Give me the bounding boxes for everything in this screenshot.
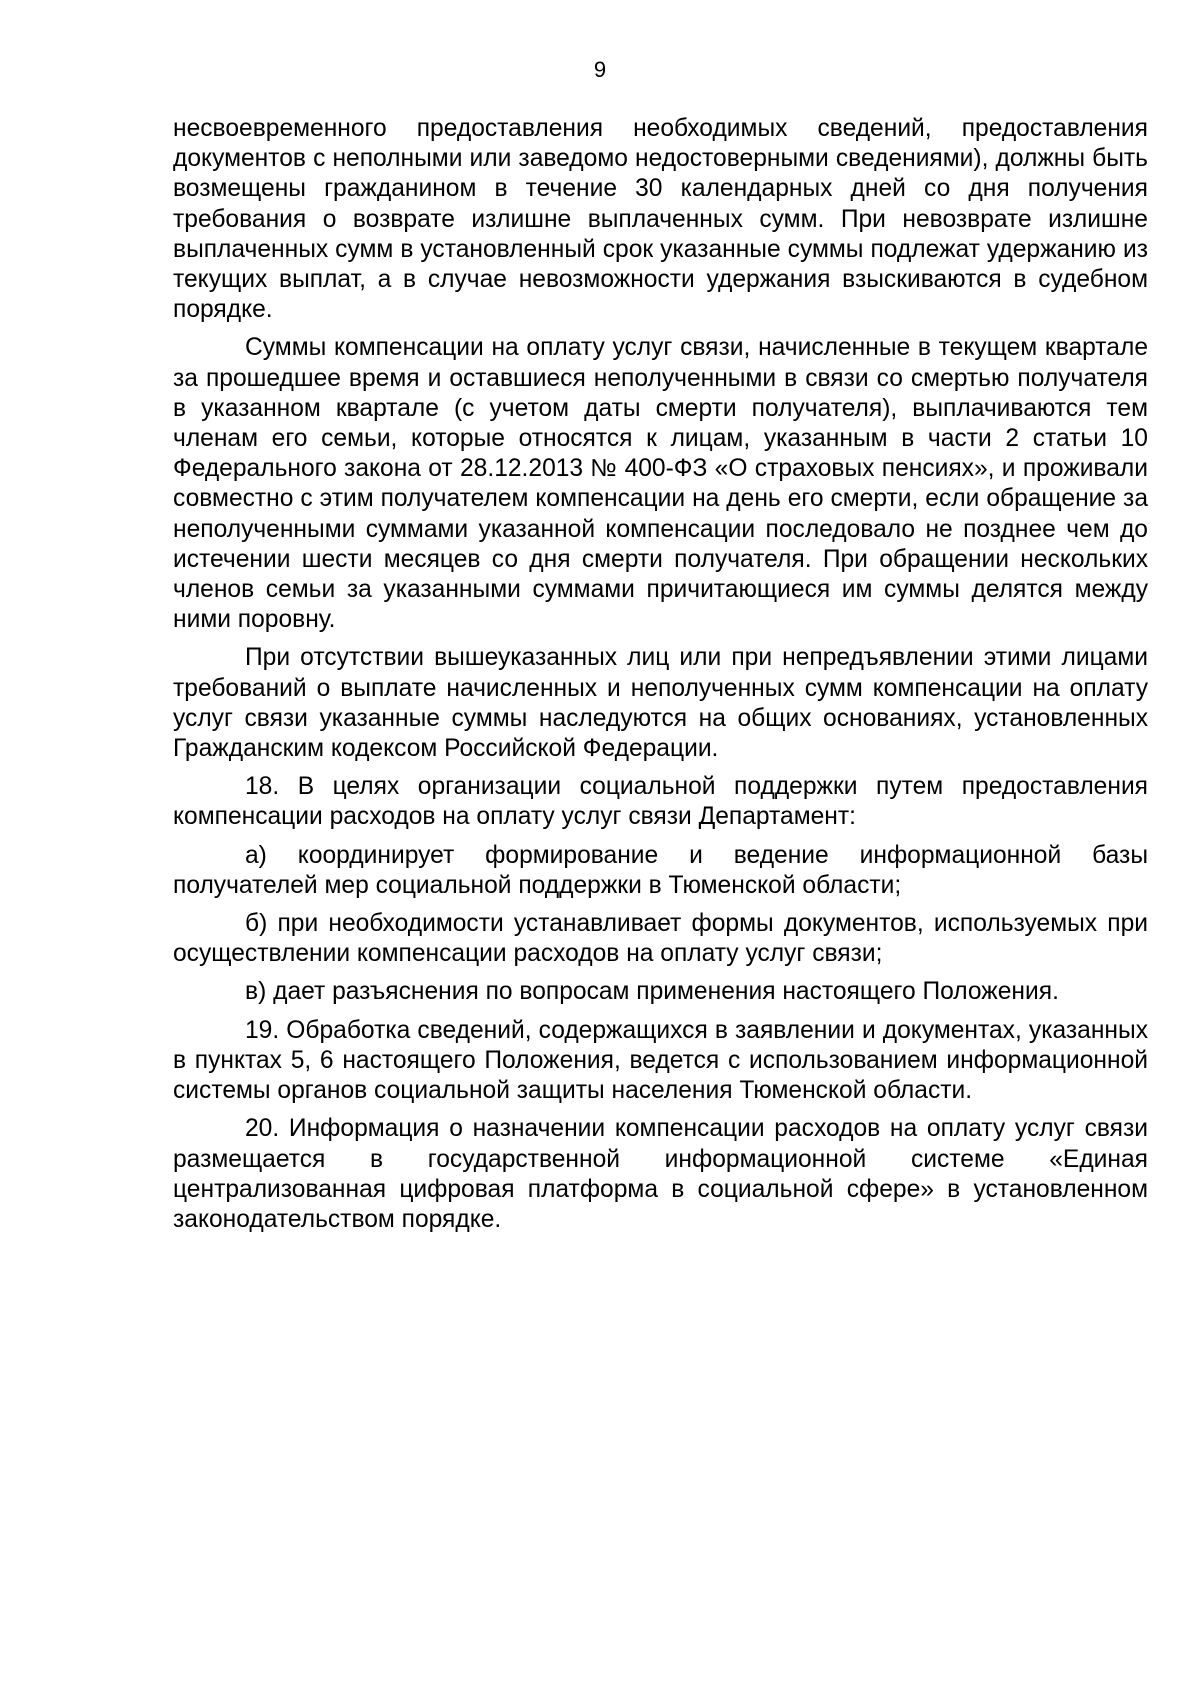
paragraph-continuation: несвоевременного предоставления необходимых сведений, предоставления документов с неполными или заведомо недостоверными сведениями), должны быть возмещены гражданином в течение 30 календарных дней со дня получения требования о возврате излишне выплаченных сумм. При невозврате излишне выплаченных сумм в установленный срок указанные суммы подлежат удержанию из текущих выплат, а в случае невозможности удержания взыскиваются в судебном порядке. — [173, 115, 1148, 324]
page-number: 9 — [593, 57, 607, 82]
paragraph-item-18-b: б) при необходимости устанавливает формы документов, используемых при осуществлении компенсации расходов на оплату услуг связи; — [173, 910, 1148, 968]
paragraph-item-18-a: а) координирует формирование и ведение информационной базы получателей мер социальной поддержки в Тюменской области; — [173, 841, 1148, 899]
paragraph-item-19: 19. Обработка сведений, содержащихся в заявлении и документах, указанных в пунктах 5, 6 настоящего Положения, ведется с использованием информационной системы органов социальной защиты населения Тюменской области. — [173, 1016, 1148, 1105]
document-body — [173, 114, 1148, 1243]
paragraph-item-18: 18. В целях организации социальной поддержки путем предоставления компенсации расходов на оплату услуг связи Департамент: — [173, 773, 1148, 831]
paragraph-item-18-v: в) дает разъяснения по вопросам применения настоящего Положения. — [245, 978, 1059, 1006]
paragraph-compensation-after-death: Суммы компенсации на оплату услуг связи, начисленные в текущем квартале за прошедшее время и оставшиеся неполученными в связи со смертью получателя в указанном квартале (с учетом даты смерти получателя), выплачиваются тем членам его семьи, которые относятся к лицам, указанным в части 2 статьи 10 Федерального закона от 28.12.2013 № 400-ФЗ «О страховых пенсиях», и проживали совместно с этим получателем компенсации на день его смерти, если обращение за неполученными суммами указанной компенсации последовало не позднее чем до истечении шести месяцев со дня смерти получателя. При обращении нескольких членов семьи за указанными суммами причитающиеся им суммы делятся между ними поровну. — [173, 334, 1148, 634]
paragraph-item-20: 20. Информация о назначении компенсации расходов на оплату услуг связи размещается в государственной информационной системе «Единая централизованная цифровая платформа в социальной сфере» в установленном законодательством порядке. — [173, 1115, 1148, 1233]
paragraph-inheritance: При отсутствии вышеуказанных лиц или при непредъявлении этими лицами требований о выплате начисленных и неполученных сумм компенсации на оплату услуг связи указанные суммы наследуются на общих основаниях, установленных Гражданским кодексом Российской Федерации. — [173, 644, 1148, 763]
